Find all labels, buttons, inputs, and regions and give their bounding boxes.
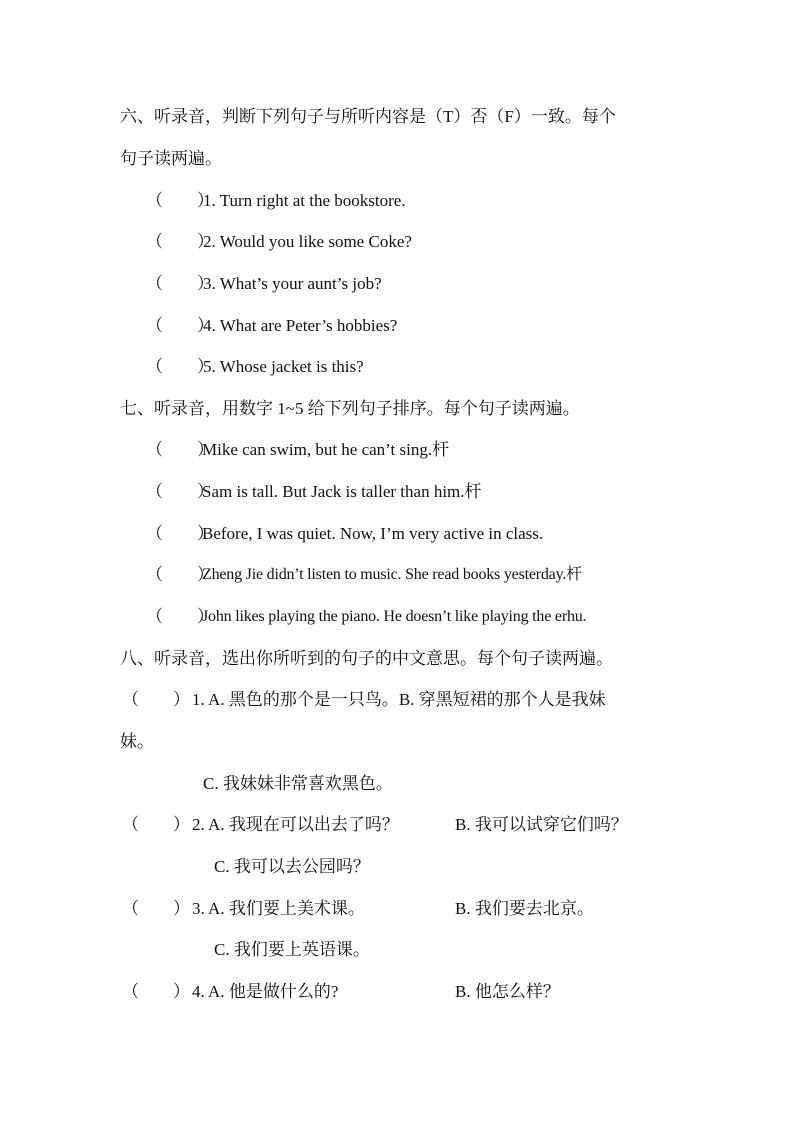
section6-item-5-text: 5. Whose jacket is this? [203,357,364,376]
section8-q1-paren[interactable]: （ ） [122,690,190,709]
section7-item-3-text: Before, I was quiet. Now, I’m very active in class. [202,524,544,543]
section7-item-4-text: Zheng Jie didn’t listen to music. She read books yesterday.杆 [202,566,582,583]
section8-q3-paren[interactable]: （ ） [122,899,190,918]
section8-q2-paren[interactable]: （ ） [122,815,190,834]
section7-item-4-paren[interactable]: （ ） [146,565,214,584]
section6-item-3-text: 3. What’s your aunt’s job? [203,274,382,293]
section6-item-2-paren[interactable]: （ ） [146,232,214,251]
section7-item-5-paren[interactable]: （ ） [146,607,214,626]
section6-item-2-text: 2. Would you like some Coke? [203,232,412,251]
section8-q1-line2: 妹。 [120,732,154,751]
section7-title: 七、听录音，用数字 1~5 给下列句子排序。每个句子读两遍。 [120,399,580,418]
section8-title: 八、听录音，选出你所听到的句子的中文意思。每个句子读两遍。 [120,649,613,668]
section6-item-3-paren[interactable]: （ ） [146,274,214,293]
section6-title-line2: 句子读两遍。 [120,149,222,168]
section6-item-1-paren[interactable]: （ ） [146,191,214,210]
section8-q3-option-b: B. 我们要去北京。 [455,899,594,918]
section7-item-2-text: Sam is tall. But Jack is taller than him.杆 [202,482,482,501]
section8-q3-option-a: 3. A. 我们要上美术课。 [192,899,365,918]
section8-q2-option-c: C. 我可以去公园吗？ [214,857,370,876]
section6-item-4-text: 4. What are Peter’s hobbies? [203,316,398,335]
section7-item-3-paren[interactable]: （ ） [146,524,214,543]
section6-item-1-text: 1. Turn right at the bookstore. [203,191,406,210]
section8-q3-option-c: C. 我们要上英语课。 [214,940,370,959]
section7-item-1-paren[interactable]: （ ） [146,440,214,459]
section7-item-5-text: John likes playing the piano. He doesn’t like playing the erhu. [202,608,587,625]
section8-q4-option-b: B. 他怎么样？ [455,982,560,1001]
section8-q4-option-a: 4. A. 他是做什么的? [192,982,339,1001]
section8-q1-option-c: C. 我妹妹非常喜欢黑色。 [203,774,393,793]
section8-q2-option-b: B. 我可以试穿它们吗？ [455,815,628,834]
section8-q2-option-a: 2. A. 我现在可以出去了吗？ [192,815,399,834]
section6-item-4-paren[interactable]: （ ） [146,316,214,335]
section7-item-1-text: Mike can swim, but he can’t sing.杆 [202,440,450,459]
section8-q1-line1: 1. A. 黑色的那个是一只鸟。B. 穿黑短裙的那个人是我妹 [192,690,606,709]
section6-title-line1: 六、听录音，判断下列句子与所听内容是（T）否（F）一致。每个 [120,107,616,126]
section8-q4-paren[interactable]: （ ） [122,982,190,1001]
section7-item-2-paren[interactable]: （ ） [146,482,214,501]
section6-item-5-paren[interactable]: （ ） [146,357,214,376]
